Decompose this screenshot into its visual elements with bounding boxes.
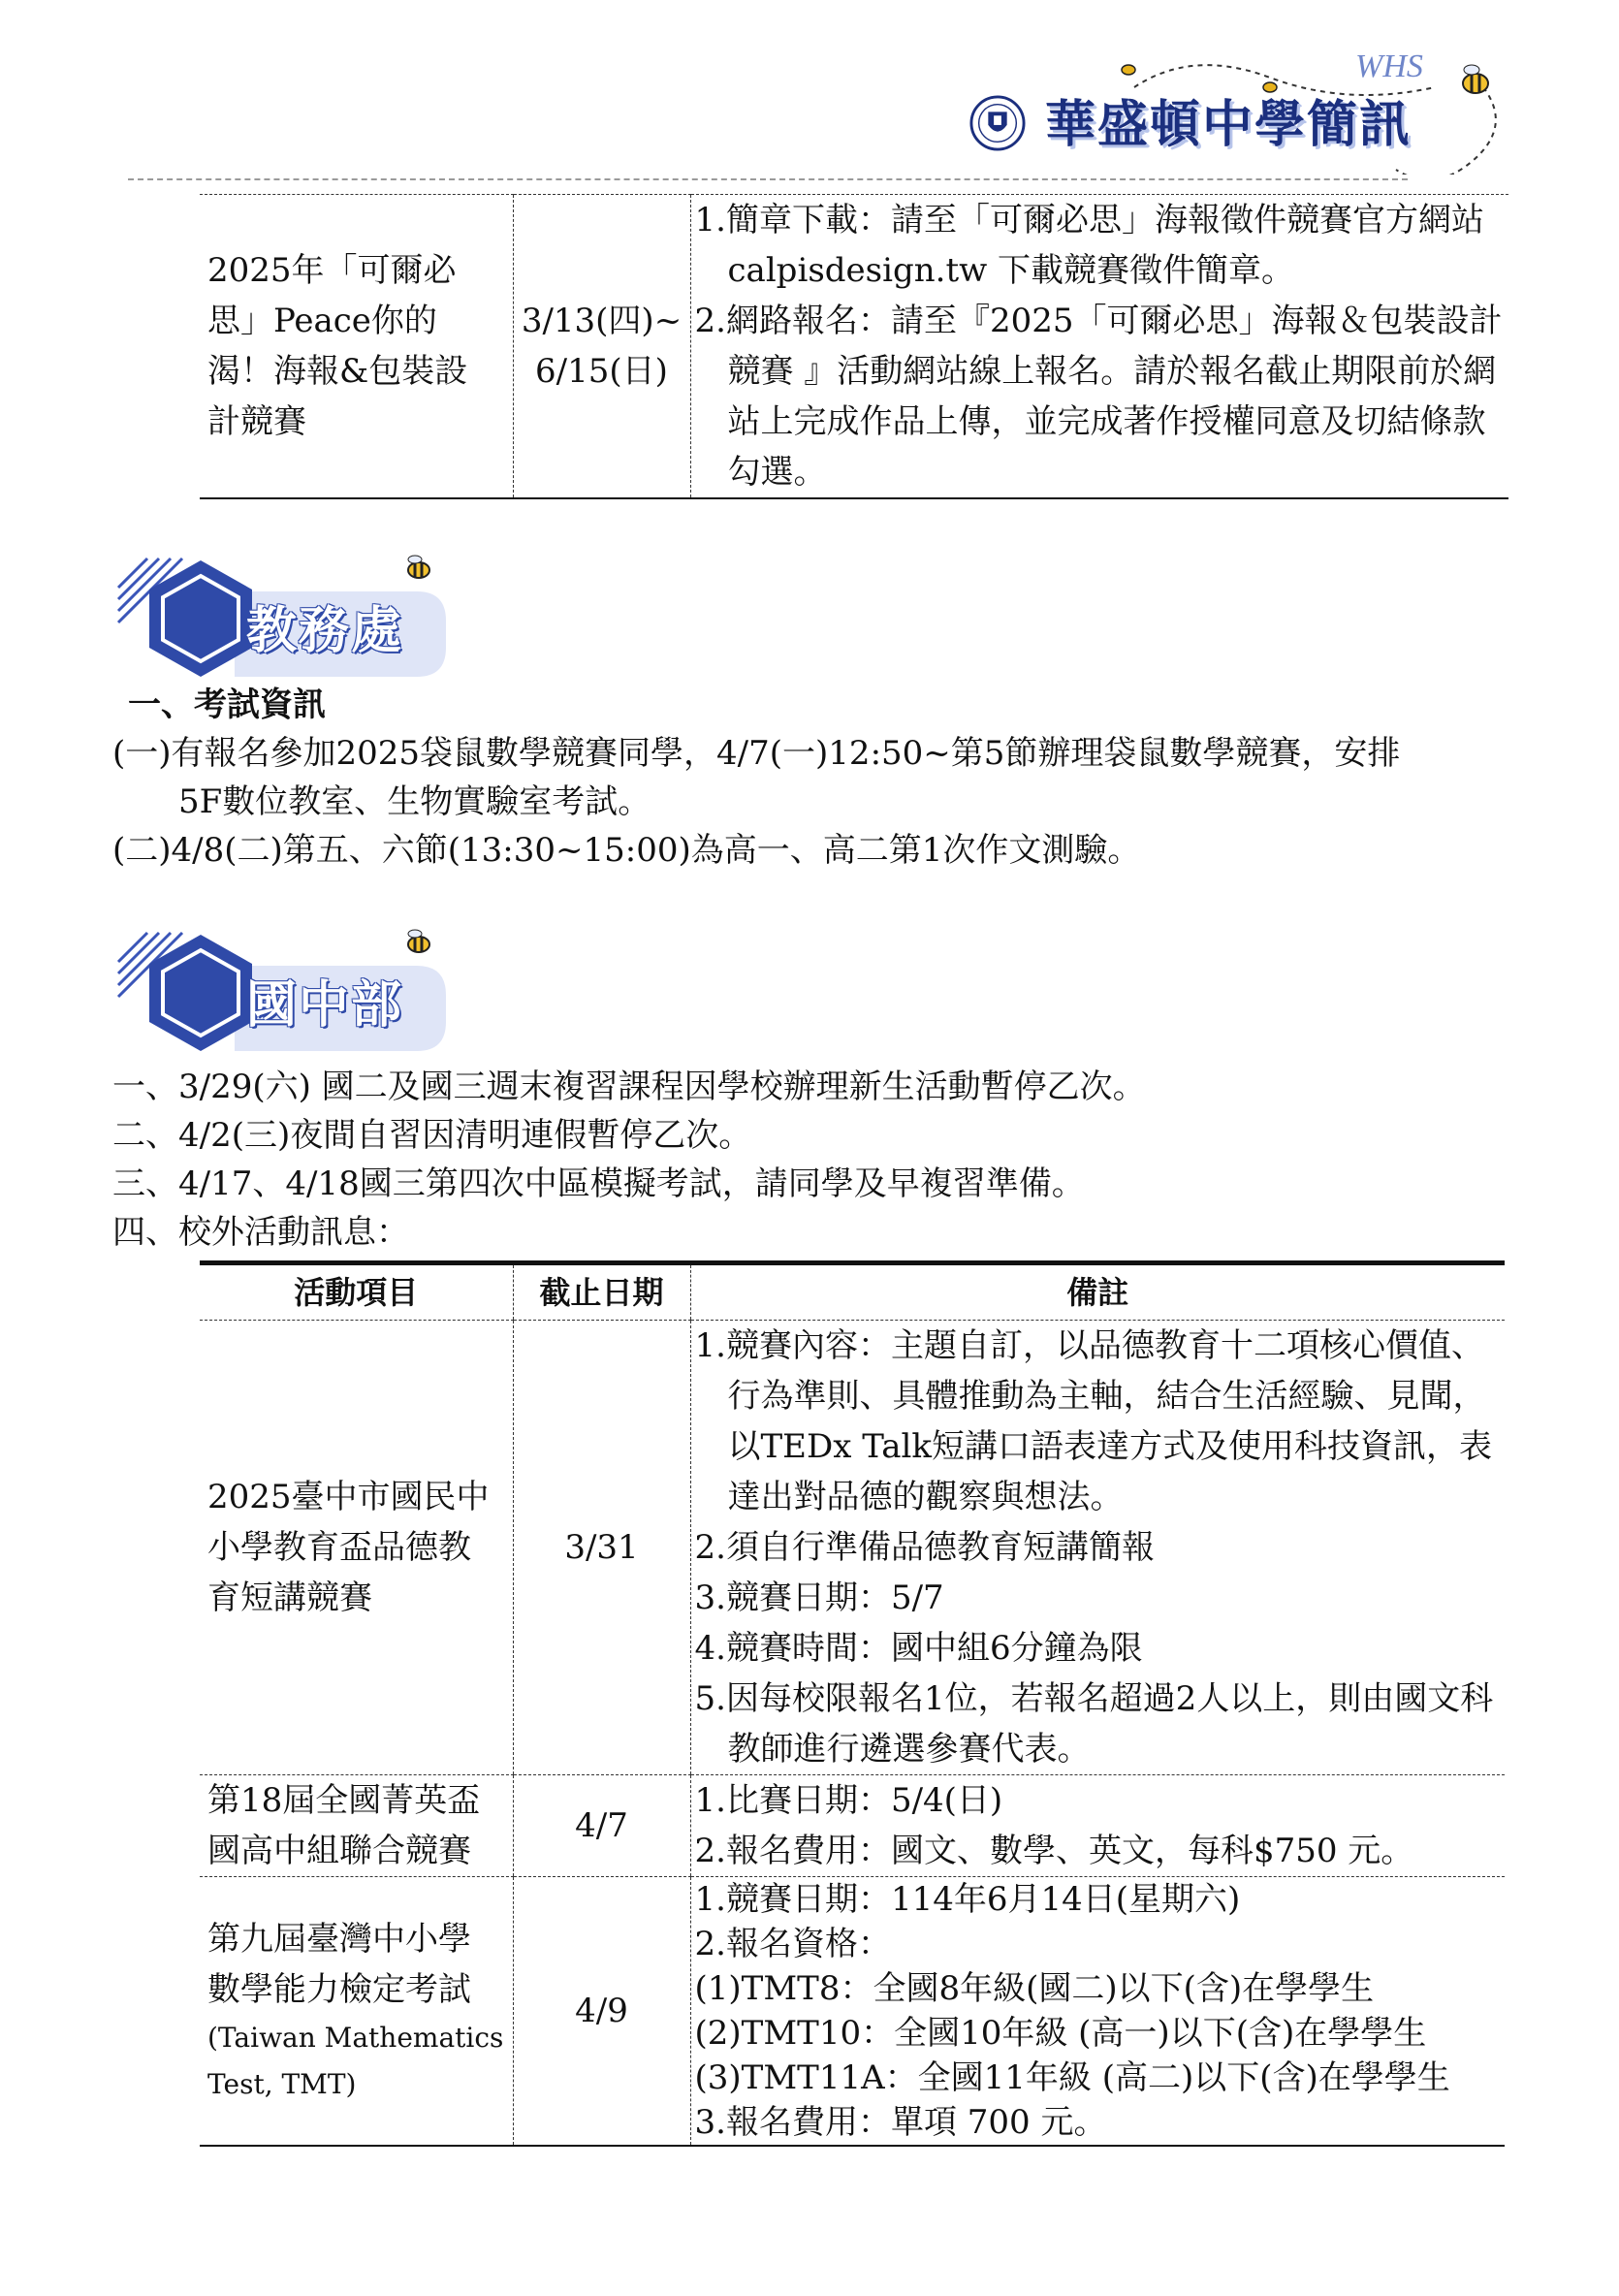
activity-name-cell: 第18屆全國菁英盃 國高中組聯合競賽 xyxy=(200,1775,513,1877)
section-badge-junior: 國中部 xyxy=(109,923,458,1059)
column-header: 活動項目 xyxy=(200,1263,513,1321)
activity-name-cell: 2025臺中市國民中 小學教育盃品德教 育短講競賽 xyxy=(200,1321,513,1775)
notes-cell: 1.簡章下載：請至「可爾必思」海報徵件競賽官方網站calpisdesign.tw 下載競賽徵件簡章。 2.網路報名：請至『2025「可爾必思」海報＆包裝設計競賽 』活動網站線上報名。請於報名截止期限前於網站上完成作品上傳，並完成著作授權同意及切結條款勾選。 xyxy=(690,195,1508,499)
deadline-cell: 4/9 xyxy=(513,1877,690,2147)
column-header: 截止日期 xyxy=(513,1263,690,1321)
deadline-cell: 4/7 xyxy=(513,1775,690,1877)
junior-item: 二、4/2(三)夜間自習因清明連假暫停乙次。 xyxy=(112,1116,752,1155)
academic-item: (一)有報名參加2025袋鼠數學競賽同學，4/7(一)12:50~第5節辦理袋鼠數學競賽，安排 xyxy=(112,734,1401,773)
header-divider xyxy=(128,178,1408,180)
external-activities-table xyxy=(200,1260,1505,2147)
section-badge-academic: 教務處 xyxy=(109,549,458,685)
junior-item: 三、4/17、4/18國三第四次中區模擬考試，請同學及早複習準備。 xyxy=(112,1164,1085,1203)
table-header-row xyxy=(200,1263,1505,1321)
academic-item: (二)4/8(二)第五、六節(13:30~15:00)為高一、高二第1次作文測驗。 xyxy=(112,831,1141,870)
activity-name-cell: 第九屆臺灣中小學 數學能力檢定考試 (Taiwan Mathematics Test, TMT) xyxy=(200,1877,513,2147)
table-row xyxy=(200,195,1508,499)
table-row xyxy=(200,1321,1505,1775)
notes-cell: 1.競賽內容：主題自訂，以品德教育十二項核心價值、行為準則、具體推動為主軸，結合生活經驗、見聞，以TEDx Talk短講口語表達方式及使用科技資訊，表達出對品德的觀察與想法。 2.須自行準備品德教育短講簡報 3.競賽日期：5/7 4.競賽時間：國中組6分鐘為限 5.因每校限報名1位，若報名超過2人以上，則由國文科教師進行遴選參賽代表。 xyxy=(690,1321,1505,1775)
academic-item: 5F數位教室、生物實驗室考試。 xyxy=(178,782,651,821)
table-row xyxy=(200,1877,1505,2147)
newsletter-title: 華盛頓中學簡訊 xyxy=(1045,96,1413,154)
notes-cell: 1.比賽日期：5/4(日) 2.報名費用：國文、數學、英文，每科$750 元。 xyxy=(690,1775,1505,1877)
junior-item: 一、3/29(六) 國二及國三週末複習課程因學校辦理新生活動暫停乙次。 xyxy=(112,1068,1146,1106)
deadline-cell: 3/31 xyxy=(513,1321,690,1775)
exam-info-heading: 一、考試資訊 xyxy=(128,686,326,724)
activity-name-cell: 2025年「可爾必 思」Peace你的 渴！海報&包裝設 計競賽 xyxy=(200,195,513,499)
table-row xyxy=(200,1775,1505,1877)
whs-tag: WHS xyxy=(1355,48,1423,84)
notes-cell: 1.競賽日期：114年6月14日(星期六) 2.報名資格： (1)TMT8：全國8年級(國二)以下(含)在學學生 (2)TMT10：全國10年級 (高一)以下(含)在學學生 (3)TMT11A：全國11年級 (高二)以下(含)在學學生 3.報名費用：單項 700 元。 xyxy=(690,1877,1505,2147)
deadline-cell: 3/13(四)~ 6/15(日) xyxy=(513,195,690,499)
activity-table-continued xyxy=(200,194,1508,499)
school-crest-icon xyxy=(969,95,1026,151)
column-header: 備註 xyxy=(690,1263,1505,1321)
junior-item: 四、校外活動訊息： xyxy=(112,1213,409,1252)
